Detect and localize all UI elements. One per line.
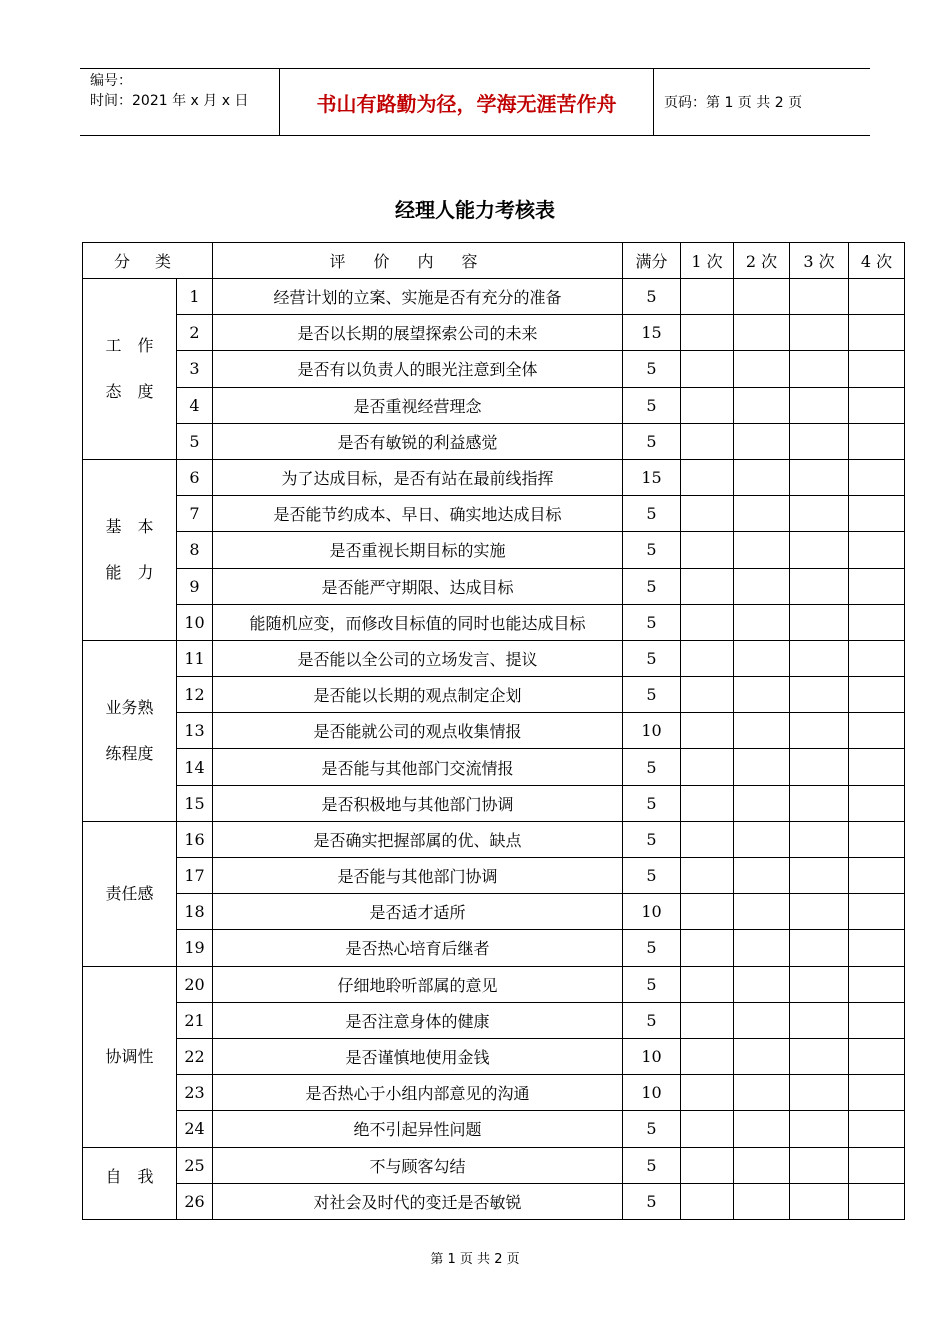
item-max-score: 5 bbox=[623, 604, 681, 640]
score-round-4-cell[interactable] bbox=[849, 496, 905, 532]
item-max-score: 5 bbox=[623, 821, 681, 857]
item-number: 4 bbox=[177, 387, 213, 423]
item-content: 是否以长期的展望探索公司的未来 bbox=[213, 315, 623, 351]
score-round-1-cell[interactable] bbox=[681, 1075, 734, 1111]
header-meta bbox=[80, 69, 280, 135]
table-row bbox=[83, 821, 905, 857]
category-label: 态 度 bbox=[105, 381, 154, 401]
document-date: 时间：2021 年 x 月 x 日 bbox=[90, 93, 249, 109]
score-round-2-cell[interactable] bbox=[734, 821, 790, 857]
category-cell bbox=[83, 1147, 177, 1219]
score-round-3-cell[interactable] bbox=[790, 496, 849, 532]
table-row bbox=[83, 858, 905, 894]
page-header bbox=[80, 68, 870, 136]
item-number: 8 bbox=[177, 532, 213, 568]
score-round-4-cell[interactable] bbox=[849, 677, 905, 713]
score-round-3-cell[interactable] bbox=[790, 387, 849, 423]
assessment-table bbox=[82, 242, 905, 1220]
item-max-score: 10 bbox=[623, 1038, 681, 1074]
item-content: 是否能就公司的观点收集情报 bbox=[213, 713, 623, 749]
score-round-1-cell[interactable] bbox=[681, 459, 734, 495]
table-row bbox=[83, 459, 905, 495]
item-max-score: 15 bbox=[623, 315, 681, 351]
table-row bbox=[83, 1002, 905, 1038]
score-round-3-cell[interactable] bbox=[790, 1038, 849, 1074]
score-round-4-cell[interactable] bbox=[849, 785, 905, 821]
score-round-3-cell[interactable] bbox=[790, 568, 849, 604]
item-content: 是否能以全公司的立场发言、提议 bbox=[213, 640, 623, 676]
score-round-2-cell[interactable] bbox=[734, 459, 790, 495]
item-number: 14 bbox=[177, 749, 213, 785]
score-round-2-cell[interactable] bbox=[734, 1038, 790, 1074]
item-max-score: 15 bbox=[623, 459, 681, 495]
item-content: 能随机应变，而修改目标值的同时也能达成目标 bbox=[213, 604, 623, 640]
item-number: 11 bbox=[177, 640, 213, 676]
score-round-1-cell[interactable] bbox=[681, 785, 734, 821]
item-content: 是否积极地与其他部门协调 bbox=[213, 785, 623, 821]
score-round-3-cell[interactable] bbox=[790, 315, 849, 351]
table-row bbox=[83, 930, 905, 966]
table-row bbox=[83, 1111, 905, 1147]
table-row bbox=[83, 532, 905, 568]
item-max-score: 10 bbox=[623, 1075, 681, 1111]
item-max-score: 5 bbox=[623, 1147, 681, 1183]
item-content: 经营计划的立案、实施是否有充分的准备 bbox=[213, 279, 623, 315]
score-round-2-cell[interactable] bbox=[734, 640, 790, 676]
score-round-1-cell[interactable] bbox=[681, 713, 734, 749]
document-number: 编号： bbox=[90, 73, 132, 89]
score-round-4-cell[interactable] bbox=[849, 894, 905, 930]
score-round-2-cell[interactable] bbox=[734, 858, 790, 894]
item-content: 是否注意身体的健康 bbox=[213, 1002, 623, 1038]
table-row bbox=[83, 568, 905, 604]
score-round-3-cell[interactable] bbox=[790, 785, 849, 821]
table-body bbox=[83, 279, 905, 1220]
score-round-2-cell[interactable] bbox=[734, 279, 790, 315]
item-content: 是否能严守期限、达成目标 bbox=[213, 568, 623, 604]
item-content: 是否有敏锐的利益感觉 bbox=[213, 423, 623, 459]
score-round-2-cell[interactable] bbox=[734, 1183, 790, 1219]
header-round-4: 4 次 bbox=[849, 243, 905, 279]
item-content: 是否热心于小组内部意见的沟通 bbox=[213, 1075, 623, 1111]
table-row bbox=[83, 279, 905, 315]
item-number: 5 bbox=[177, 423, 213, 459]
header-category: 分 类 bbox=[83, 243, 213, 279]
score-round-4-cell[interactable] bbox=[849, 821, 905, 857]
score-round-2-cell[interactable] bbox=[734, 1075, 790, 1111]
score-round-4-cell[interactable] bbox=[849, 459, 905, 495]
item-max-score: 5 bbox=[623, 966, 681, 1002]
item-number: 21 bbox=[177, 1002, 213, 1038]
item-content: 是否能以长期的观点制定企划 bbox=[213, 677, 623, 713]
header-content: 评价内容 bbox=[213, 243, 623, 279]
score-round-2-cell[interactable] bbox=[734, 387, 790, 423]
table-row bbox=[83, 387, 905, 423]
score-round-4-cell[interactable] bbox=[849, 1183, 905, 1219]
item-content: 不与顾客勾结 bbox=[213, 1147, 623, 1183]
table-row bbox=[83, 351, 905, 387]
item-content: 为了达成目标，是否有站在最前线指挥 bbox=[213, 459, 623, 495]
item-number: 22 bbox=[177, 1038, 213, 1074]
page-footer: 第 1 页 共 2 页 bbox=[430, 1252, 520, 1267]
table-row bbox=[83, 785, 905, 821]
score-round-1-cell[interactable] bbox=[681, 387, 734, 423]
item-content: 仔细地聆听部属的意见 bbox=[213, 966, 623, 1002]
score-round-4-cell[interactable] bbox=[849, 387, 905, 423]
score-round-1-cell[interactable] bbox=[681, 894, 734, 930]
score-round-3-cell[interactable] bbox=[790, 1111, 849, 1147]
item-content: 是否能节约成本、早日、确实地达成目标 bbox=[213, 496, 623, 532]
category-cell bbox=[83, 279, 177, 460]
item-content: 是否确实把握部属的优、缺点 bbox=[213, 821, 623, 857]
item-content: 是否有以负责人的眼光注意到全体 bbox=[213, 351, 623, 387]
table-row bbox=[83, 749, 905, 785]
score-round-2-cell[interactable] bbox=[734, 1002, 790, 1038]
score-round-1-cell[interactable] bbox=[681, 315, 734, 351]
score-round-2-cell[interactable] bbox=[734, 568, 790, 604]
item-number: 24 bbox=[177, 1111, 213, 1147]
score-round-1-cell[interactable] bbox=[681, 496, 734, 532]
score-round-2-cell[interactable] bbox=[734, 1147, 790, 1183]
score-round-1-cell[interactable] bbox=[681, 677, 734, 713]
item-number: 19 bbox=[177, 930, 213, 966]
score-round-2-cell[interactable] bbox=[734, 894, 790, 930]
item-max-score: 10 bbox=[623, 894, 681, 930]
header-round-2: 2 次 bbox=[734, 243, 790, 279]
score-round-3-cell[interactable] bbox=[790, 459, 849, 495]
score-round-1-cell[interactable] bbox=[681, 858, 734, 894]
score-round-4-cell[interactable] bbox=[849, 640, 905, 676]
item-max-score: 5 bbox=[623, 785, 681, 821]
category-cell bbox=[83, 966, 177, 1147]
score-round-1-cell[interactable] bbox=[681, 930, 734, 966]
item-max-score: 5 bbox=[623, 677, 681, 713]
score-round-2-cell[interactable] bbox=[734, 604, 790, 640]
table-row bbox=[83, 604, 905, 640]
score-round-1-cell[interactable] bbox=[681, 532, 734, 568]
score-round-2-cell[interactable] bbox=[734, 713, 790, 749]
category-label: 练程度 bbox=[105, 743, 154, 763]
item-number: 9 bbox=[177, 568, 213, 604]
score-round-3-cell[interactable] bbox=[790, 1183, 849, 1219]
score-round-1-cell[interactable] bbox=[681, 821, 734, 857]
score-round-3-cell[interactable] bbox=[790, 279, 849, 315]
item-number: 13 bbox=[177, 713, 213, 749]
score-round-3-cell[interactable] bbox=[790, 1002, 849, 1038]
score-round-3-cell[interactable] bbox=[790, 423, 849, 459]
score-round-3-cell[interactable] bbox=[790, 966, 849, 1002]
table-row bbox=[83, 894, 905, 930]
category-label: 自 我 bbox=[105, 1166, 154, 1186]
score-round-4-cell[interactable] bbox=[849, 532, 905, 568]
score-round-1-cell[interactable] bbox=[681, 351, 734, 387]
score-round-2-cell[interactable] bbox=[734, 930, 790, 966]
header-round-1: 1 次 bbox=[681, 243, 734, 279]
table-row bbox=[83, 677, 905, 713]
score-round-1-cell[interactable] bbox=[681, 604, 734, 640]
table-row bbox=[83, 1183, 905, 1219]
category-label: 责任感 bbox=[105, 883, 154, 903]
score-round-2-cell[interactable] bbox=[734, 749, 790, 785]
item-number: 10 bbox=[177, 604, 213, 640]
item-content: 是否能与其他部门协调 bbox=[213, 858, 623, 894]
score-round-2-cell[interactable] bbox=[734, 423, 790, 459]
item-number: 23 bbox=[177, 1075, 213, 1111]
score-round-1-cell[interactable] bbox=[681, 568, 734, 604]
score-round-4-cell[interactable] bbox=[849, 749, 905, 785]
score-round-4-cell[interactable] bbox=[849, 1075, 905, 1111]
score-round-3-cell[interactable] bbox=[790, 604, 849, 640]
item-number: 12 bbox=[177, 677, 213, 713]
item-max-score: 5 bbox=[623, 930, 681, 966]
score-round-4-cell[interactable] bbox=[849, 279, 905, 315]
item-content: 绝不引起异性问题 bbox=[213, 1111, 623, 1147]
item-number: 18 bbox=[177, 894, 213, 930]
table-row bbox=[83, 640, 905, 676]
category-cell bbox=[83, 459, 177, 640]
item-max-score: 5 bbox=[623, 640, 681, 676]
score-round-4-cell[interactable] bbox=[849, 1002, 905, 1038]
table-row bbox=[83, 966, 905, 1002]
item-max-score: 5 bbox=[623, 351, 681, 387]
item-max-score: 5 bbox=[623, 387, 681, 423]
header-round-3: 3 次 bbox=[790, 243, 849, 279]
score-round-1-cell[interactable] bbox=[681, 966, 734, 1002]
score-round-2-cell[interactable] bbox=[734, 1111, 790, 1147]
item-max-score: 5 bbox=[623, 1111, 681, 1147]
table-row bbox=[83, 713, 905, 749]
table-row bbox=[83, 1038, 905, 1074]
item-number: 16 bbox=[177, 821, 213, 857]
score-round-3-cell[interactable] bbox=[790, 1075, 849, 1111]
score-round-2-cell[interactable] bbox=[734, 677, 790, 713]
item-content: 是否重视长期目标的实施 bbox=[213, 532, 623, 568]
score-round-1-cell[interactable] bbox=[681, 1147, 734, 1183]
score-round-1-cell[interactable] bbox=[681, 279, 734, 315]
header-page-number: 页码：第 1 页 共 2 页 bbox=[664, 95, 803, 111]
table-row bbox=[83, 1147, 905, 1183]
score-round-4-cell[interactable] bbox=[849, 1038, 905, 1074]
item-number: 20 bbox=[177, 966, 213, 1002]
score-round-3-cell[interactable] bbox=[790, 1147, 849, 1183]
category-label: 工 作 bbox=[105, 335, 154, 355]
item-max-score: 5 bbox=[623, 532, 681, 568]
score-round-4-cell[interactable] bbox=[849, 1111, 905, 1147]
item-max-score: 5 bbox=[623, 858, 681, 894]
table-row bbox=[83, 1075, 905, 1111]
score-round-1-cell[interactable] bbox=[681, 640, 734, 676]
item-number: 15 bbox=[177, 785, 213, 821]
item-max-score: 5 bbox=[623, 279, 681, 315]
category-label: 基 本 bbox=[105, 516, 154, 536]
score-round-1-cell[interactable] bbox=[681, 1038, 734, 1074]
score-round-1-cell[interactable] bbox=[681, 1002, 734, 1038]
item-number: 17 bbox=[177, 858, 213, 894]
item-max-score: 10 bbox=[623, 713, 681, 749]
score-round-4-cell[interactable] bbox=[849, 1147, 905, 1183]
item-max-score: 5 bbox=[623, 568, 681, 604]
category-label: 业务熟 bbox=[105, 697, 154, 717]
score-round-4-cell[interactable] bbox=[849, 858, 905, 894]
category-label: 协调性 bbox=[105, 1046, 154, 1066]
table-row bbox=[83, 315, 905, 351]
category-cell bbox=[83, 821, 177, 966]
item-max-score: 5 bbox=[623, 1183, 681, 1219]
score-round-2-cell[interactable] bbox=[734, 351, 790, 387]
score-round-2-cell[interactable] bbox=[734, 966, 790, 1002]
item-content: 是否重视经营理念 bbox=[213, 387, 623, 423]
item-content: 对社会及时代的变迁是否敏锐 bbox=[213, 1183, 623, 1219]
item-content: 是否谨慎地使用金钱 bbox=[213, 1038, 623, 1074]
category-cell bbox=[83, 640, 177, 821]
score-round-1-cell[interactable] bbox=[681, 423, 734, 459]
table-row bbox=[83, 496, 905, 532]
item-max-score: 5 bbox=[623, 496, 681, 532]
item-number: 26 bbox=[177, 1183, 213, 1219]
score-round-2-cell[interactable] bbox=[734, 532, 790, 568]
score-round-3-cell[interactable] bbox=[790, 532, 849, 568]
score-round-4-cell[interactable] bbox=[849, 423, 905, 459]
item-max-score: 5 bbox=[623, 423, 681, 459]
score-round-4-cell[interactable] bbox=[849, 713, 905, 749]
score-round-3-cell[interactable] bbox=[790, 930, 849, 966]
item-content: 是否热心培育后继者 bbox=[213, 930, 623, 966]
header-motto: 书山有路勤为径，学海无涯苦作舟 bbox=[280, 69, 654, 135]
item-content: 是否能与其他部门交流情报 bbox=[213, 749, 623, 785]
table-row bbox=[83, 423, 905, 459]
score-round-4-cell[interactable] bbox=[849, 568, 905, 604]
score-round-2-cell[interactable] bbox=[734, 785, 790, 821]
score-round-4-cell[interactable] bbox=[849, 966, 905, 1002]
score-round-4-cell[interactable] bbox=[849, 351, 905, 387]
item-max-score: 5 bbox=[623, 1002, 681, 1038]
item-content: 是否适才适所 bbox=[213, 894, 623, 930]
score-round-3-cell[interactable] bbox=[790, 640, 849, 676]
item-number: 6 bbox=[177, 459, 213, 495]
header-max-score: 满分 bbox=[623, 243, 681, 279]
item-number: 3 bbox=[177, 351, 213, 387]
score-round-1-cell[interactable] bbox=[681, 1111, 734, 1147]
score-round-4-cell[interactable] bbox=[849, 315, 905, 351]
item-number: 1 bbox=[177, 279, 213, 315]
score-round-4-cell[interactable] bbox=[849, 604, 905, 640]
score-round-1-cell[interactable] bbox=[681, 749, 734, 785]
score-round-3-cell[interactable] bbox=[790, 713, 849, 749]
item-max-score: 5 bbox=[623, 749, 681, 785]
score-round-3-cell[interactable] bbox=[790, 351, 849, 387]
item-number: 25 bbox=[177, 1147, 213, 1183]
score-round-3-cell[interactable] bbox=[790, 677, 849, 713]
table-header-row bbox=[83, 243, 905, 279]
score-round-3-cell[interactable] bbox=[790, 858, 849, 894]
document-title: 经理人能力考核表 bbox=[395, 198, 555, 222]
score-round-3-cell[interactable] bbox=[790, 821, 849, 857]
item-number: 2 bbox=[177, 315, 213, 351]
category-label: 能 力 bbox=[105, 562, 154, 582]
score-round-3-cell[interactable] bbox=[790, 894, 849, 930]
score-round-4-cell[interactable] bbox=[849, 930, 905, 966]
score-round-3-cell[interactable] bbox=[790, 749, 849, 785]
score-round-2-cell[interactable] bbox=[734, 496, 790, 532]
item-number: 7 bbox=[177, 496, 213, 532]
score-round-1-cell[interactable] bbox=[681, 1183, 734, 1219]
score-round-2-cell[interactable] bbox=[734, 315, 790, 351]
